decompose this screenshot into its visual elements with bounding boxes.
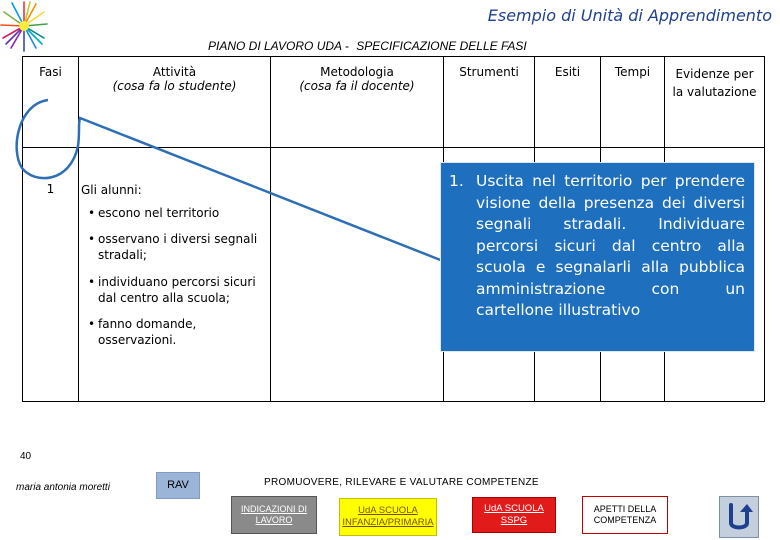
col-attivita: Attività (cosa fa lo studente) [79,57,271,148]
page-title: Esempio di Unità di Apprendimento [487,6,772,25]
subtitle-sub: SPECIFICAZIONE DELLE FASI [356,39,527,53]
uda-sspg-button[interactable]: UdA SCUOLA SSPG [472,497,556,533]
list-item: • individuano percorsi sicuri dal centro alla scuola; [81,274,264,306]
fase-number: 1 [23,148,79,402]
page-number: 40 [20,451,32,462]
activities-intro: Gli alunni: [81,183,142,197]
activities-list [81,205,264,348]
list-item: • escono nel territorio [81,205,264,221]
aspetti-competenza-button[interactable]: APETTI DELLA COMPETENZA [582,496,668,534]
col-tempi: Tempi [601,57,665,148]
list-item: • osservano i diversi segnali stradali; [81,231,264,263]
page-subtitle [208,39,527,53]
footer-tagline: PROMUOVERE, RILEVARE E VALUTARE COMPETENZE [264,477,539,488]
col-evidenze: Evidenze per la valutazione [665,57,765,148]
col-esiti: Esiti [535,57,601,148]
indicazioni-di-lavoro-button[interactable]: INDICAZIONI DI LAVORO [231,496,317,534]
starburst-logo-icon [0,0,48,52]
activities-cell [79,148,271,402]
return-button[interactable] [719,496,759,538]
return-arrow-icon [724,501,754,533]
callout-number: 1. [449,172,464,190]
author-name: maria antonia moretti [16,482,110,493]
col-strumenti: Strumenti [444,57,535,148]
callout-text: Uscita nel territorio per prendere visione della presenza dei diversi segnali stradali. Individuare percorsi sicuri dal centro alla scuola e segnalarli alla pubblica amministrazione con un cartellone illustrativo [476,172,745,319]
col-metodologia: Metodologia (cosa fa il docente) [271,57,444,148]
methodology-cell [271,148,444,402]
rav-button[interactable]: RAV [156,472,200,499]
list-item: • fanno domande, osservazioni. [81,316,264,348]
uda-infanzia-primaria-button[interactable]: UdA SCUOLA INFANZIA/PRIMARIA [339,498,437,536]
subtitle-main: PIANO DI LAVORO UDA - [208,39,349,53]
table-header-row [23,57,765,148]
col-fasi: Fasi [23,57,79,148]
callout-box [441,163,754,351]
